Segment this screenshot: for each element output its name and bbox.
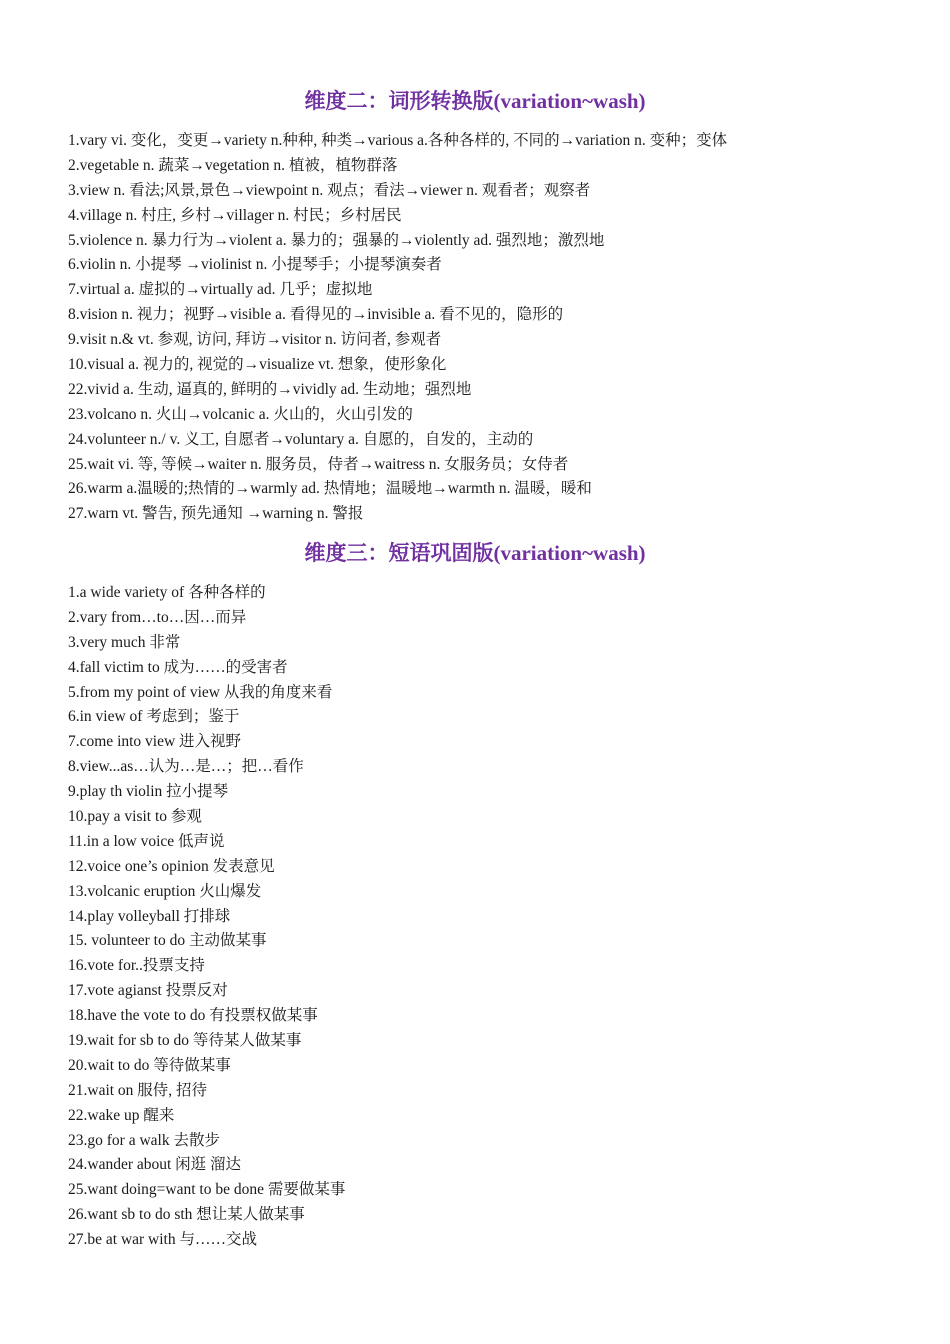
word-form-entry: 9.visit n.& vt. 参观, 访问, 拜访→visitor n. 访问者, 参观者 — [68, 331, 442, 349]
word-form-entry: 5.violence n. 暴力行为→violent a. 暴力的；强暴的→violently ad. 强烈地；激烈地 — [68, 231, 605, 249]
word-form-entry: 23.volcano n. 火山→volcanic a. 火山的，火山引发的 — [68, 405, 413, 423]
phrase-entry: 1.a wide variety of 各种各样的 — [68, 584, 266, 601]
word-form-entry: 6.violin n. 小提琴 →violinist n. 小提琴手；小提琴演奏者 — [68, 256, 442, 274]
word-form-entry: 4.village n. 村庄, 乡村→villager n. 村民；乡村居民 — [68, 206, 402, 224]
phrase-entry: 12.voice one’s opinion 发表意见 — [68, 857, 275, 875]
phrase-entry: 3.very much 非常 — [68, 633, 181, 651]
phrase-entry: 20.wait to do 等待做某事 — [68, 1056, 231, 1074]
word-form-entry: 24.volunteer n./ v. 义工, 自愿者→voluntary a. 自愿的，自发的，主动的 — [68, 430, 534, 448]
word-form-entry: 22.vivid a. 生动, 逼真的, 鲜明的→vividly ad. 生动地；强烈地 — [68, 380, 472, 398]
phrase-entry: 6.in view of 考虑到；鉴于 — [68, 708, 240, 726]
phrase-entry: 9.play th violin 拉小提琴 — [68, 783, 229, 801]
phrase-entry: 26.want sb to do sth 想让某人做某事 — [68, 1206, 305, 1224]
phrase-entry: 17.vote agianst 投票反对 — [68, 982, 228, 1000]
phrase-entry: 27.be at war with 与……交战 — [68, 1231, 257, 1249]
phrase-list — [68, 581, 345, 1253]
phrase-entry: 10.pay a visit to 参观 — [68, 808, 202, 826]
phrase-entry: 5.from my point of view 从我的角度来看 — [68, 683, 333, 701]
phrase-entry: 21.wait on 服侍, 招待 — [68, 1081, 208, 1099]
word-form-entry: 1.vary vi. 变化，变更→variety n.种种, 种类→various a.各种各样的, 不同的→variation n. 变种；变体 — [68, 132, 728, 149]
word-form-entry: 7.virtual a. 虚拟的→virtually ad. 几乎；虚拟地 — [68, 281, 373, 299]
phrase-entry: 7.come into view 进入视野 — [68, 733, 242, 751]
phrase-entry: 18.have the vote to do 有投票权做某事 — [68, 1007, 318, 1025]
phrase-entry: 24.wander about 闲逛 溜达 — [68, 1156, 242, 1174]
word-form-entry: 26.warm a.温暖的;热情的→warmly ad. 热情地；温暖地→warmth n. 温暖，暖和 — [68, 480, 592, 498]
word-form-entry: 27.warn vt. 警告, 预先通知 →warning n. 警报 — [68, 505, 364, 523]
phrase-entry: 11.in a low voice 低声说 — [68, 832, 225, 850]
phrase-entry: 25.want doing=want to be done 需要做某事 — [68, 1181, 346, 1199]
phrase-entry: 15. volunteer to do 主动做某事 — [68, 932, 267, 950]
phrase-entry: 19.wait for sb to do 等待某人做某事 — [68, 1032, 302, 1050]
section-three-title: 维度三：短语巩固版(variation~wash) — [304, 541, 646, 565]
word-form-entry: 3.view n. 看法;风景,景色→viewpoint n. 观点；看法→viewer n. 观看者；观察者 — [68, 181, 591, 199]
phrase-entry: 14.play volleyball 打排球 — [68, 907, 231, 925]
phrase-entry: 4.fall victim to 成为……的受害者 — [68, 658, 288, 676]
word-form-entry: 2.vegetable n. 蔬菜→vegetation n. 植被，植物群落 — [68, 156, 398, 174]
phrase-entry: 16.vote for..投票支持 — [68, 957, 205, 975]
phrase-entry: 23.go for a walk 去散步 — [68, 1131, 220, 1149]
word-form-entry: 10.visual a. 视力的, 视觉的→visualize vt. 想象，使形象化 — [68, 356, 447, 374]
phrase-entry: 2.vary from…to…因…而异 — [68, 608, 247, 626]
section-two-title: 维度二：词形转换版(variation~wash) — [304, 89, 646, 113]
word-form-entry: 8.vision n. 视力；视野→visible a. 看得见的→invisible a. 看不见的，隐形的 — [68, 306, 564, 324]
word-form-entry: 25.wait vi. 等, 等候→waiter n. 服务员，侍者→waitress n. 女服务员；女侍者 — [68, 455, 569, 473]
phrase-entry: 8.view...as…认为…是…；把…看作 — [68, 758, 304, 776]
phrase-entry: 22.wake up 醒来 — [68, 1106, 175, 1124]
phrase-entry: 13.volcanic eruption 火山爆发 — [68, 882, 262, 900]
word-form-list — [68, 129, 727, 527]
